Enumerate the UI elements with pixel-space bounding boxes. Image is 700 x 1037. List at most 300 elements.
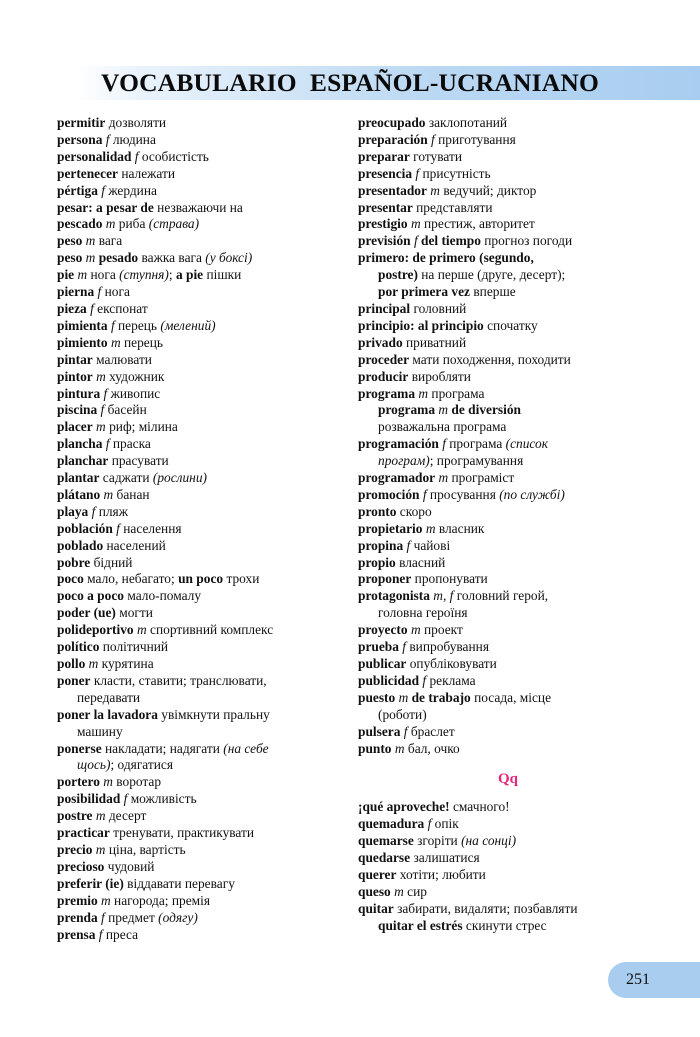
translation: головний: [410, 300, 467, 316]
translation: просування: [426, 486, 500, 502]
translation: нога: [87, 267, 120, 283]
grammar-mark: f: [100, 385, 108, 401]
headword: producir: [358, 368, 409, 384]
headword: pierna: [57, 284, 95, 300]
translation: (роботи): [378, 706, 427, 722]
headword: previsión: [358, 233, 411, 249]
headword: proceder: [358, 351, 410, 367]
dictionary-entry: [358, 318, 658, 335]
headword: pie: [57, 267, 75, 283]
translation: курятина: [98, 656, 154, 671]
dictionary-entry: [358, 588, 658, 605]
headword: quemadura: [358, 816, 425, 832]
dictionary-entry: [57, 504, 342, 521]
headword: proyecto: [358, 622, 408, 638]
dictionary-entry: [358, 504, 658, 521]
headword: precio: [57, 841, 93, 857]
headword: por primera vez: [378, 284, 470, 300]
section-letter-q: Qq: [497, 771, 518, 788]
dictionary-entry: [57, 200, 342, 217]
dictionary-entry: [358, 284, 658, 301]
grammar-mark: m: [74, 267, 88, 283]
translation: заклопотаний: [425, 115, 508, 130]
translation: малювати: [92, 351, 152, 367]
translation: експонат: [93, 300, 148, 316]
dictionary-entry: [358, 352, 658, 369]
left-column: [57, 115, 342, 943]
dictionary-entry: [358, 673, 658, 690]
headword: ponerse: [57, 740, 102, 756]
headword: proponer: [358, 571, 412, 587]
grammar-mark: m: [102, 216, 116, 232]
dictionary-entry: [57, 402, 342, 419]
translation: престиж, авторитет: [420, 216, 535, 232]
translation: ціна, вартість: [105, 841, 186, 857]
dictionary-entry: [57, 808, 342, 825]
dictionary-entry: [57, 673, 342, 690]
section-q-entries: [358, 799, 658, 934]
headword: principio: al principio: [358, 317, 484, 333]
headword: preparación: [358, 131, 428, 147]
grammar-mark: f: [95, 926, 103, 942]
translation: передавати: [77, 689, 141, 705]
grammar-mark: f: [400, 723, 408, 739]
headword: preocupado: [358, 115, 426, 130]
translation: банан: [113, 486, 150, 502]
dictionary-entry: [57, 825, 342, 842]
headword-continuation: del tiempo: [417, 233, 481, 249]
headword: publicidad: [358, 672, 420, 688]
dictionary-entry: [358, 639, 658, 656]
dictionary-entry: [57, 538, 342, 555]
translation: програма: [428, 385, 485, 401]
dictionary-entry: [57, 250, 342, 267]
grammar-mark: f: [102, 131, 110, 147]
translation: жердина: [104, 182, 157, 198]
dictionary-entry: [57, 757, 342, 774]
translation: вперше: [469, 284, 516, 300]
grammar-mark: m: [391, 740, 405, 756]
translation: посада, місце: [470, 689, 552, 705]
dictionary-entry: [57, 639, 342, 656]
headword: programa: [358, 385, 416, 401]
grammar-mark: f: [424, 816, 432, 832]
headword: prenda: [57, 909, 98, 925]
translation: бідний: [90, 554, 133, 570]
headword: ¡qué aproveche!: [358, 799, 450, 815]
dictionary-entry: [358, 622, 658, 639]
headword: personalidad: [57, 148, 132, 164]
headword: poner la lavadora: [57, 706, 158, 722]
grammar-mark: m: [407, 216, 421, 232]
grammar-mark: m: [407, 622, 421, 638]
translation: браслет: [407, 723, 455, 739]
usage-note: (на сонці): [461, 833, 517, 849]
dictionary-entry: [57, 267, 342, 284]
translation: могти: [115, 605, 153, 621]
dictionary-entry: [57, 470, 342, 487]
dictionary-entry: [57, 876, 342, 893]
headword: portero: [57, 774, 100, 790]
grammar-mark: f: [403, 537, 411, 553]
headword: plancha: [57, 436, 103, 452]
dictionary-entry: [358, 149, 658, 166]
translation: чайові: [410, 537, 451, 553]
headword: quemarse: [358, 833, 414, 849]
grammar-mark: f: [427, 131, 435, 147]
dictionary-entry: [57, 707, 342, 724]
dictionary-entry: [358, 799, 658, 816]
headword: pesar: a pesar de: [57, 199, 154, 215]
dictionary-entry: [57, 386, 342, 403]
translation: виробляти: [408, 368, 471, 384]
translation: політичний: [99, 639, 169, 655]
grammar-mark: f: [97, 182, 105, 198]
headword: pértiga: [57, 182, 98, 198]
headword: quitar el estrés: [378, 917, 463, 933]
translation: на перше (друге, десерт);: [417, 267, 566, 283]
grammar-mark: f: [438, 436, 446, 452]
translation: дозволяти: [105, 115, 167, 130]
translation: пляж: [95, 503, 128, 519]
dictionary-entry: [358, 369, 658, 386]
grammar-mark: m: [85, 656, 99, 671]
headword: puesto: [358, 689, 396, 705]
translation: перець: [120, 334, 163, 350]
translation: належати: [117, 165, 176, 181]
headword: privado: [358, 334, 403, 350]
translation: смачного!: [449, 799, 510, 815]
translation: головний герой,: [453, 588, 549, 604]
translation: мати походження, походити: [409, 351, 571, 367]
usage-note: (список: [505, 436, 549, 452]
grammar-mark: m: [133, 622, 147, 638]
dictionary-entry: [358, 132, 658, 149]
dictionary-entry: [358, 901, 658, 918]
grammar-mark: m: [100, 486, 114, 502]
grammar-mark: m: [390, 883, 404, 899]
dictionary-entry: [57, 893, 342, 910]
usage-note: (мелений): [160, 317, 216, 333]
translation: головна героїня: [378, 605, 468, 621]
grammar-mark: m: [99, 774, 113, 790]
page-title: VOCABULARIO ESPAÑOL-UCRANIANO: [100, 68, 600, 97]
dictionary-entry: [358, 884, 658, 901]
dictionary-entry: [57, 216, 342, 233]
dictionary-entry: [358, 419, 658, 436]
dictionary-entry: [57, 115, 342, 132]
dictionary-entry: [57, 132, 342, 149]
headword: poblado: [57, 537, 104, 553]
dictionary-entry: [57, 555, 342, 572]
grammar-mark: f: [94, 284, 102, 300]
grammar-mark: f: [412, 165, 420, 181]
dictionary-entry: [57, 774, 342, 791]
translation: забирати, видаляти; позбавляти: [393, 900, 578, 916]
headword-continuation: de diversión: [448, 402, 521, 418]
headword: playa: [57, 503, 89, 519]
translation: випробування: [406, 639, 489, 655]
section-p-entries: [358, 115, 658, 757]
translation: мало-помалу: [123, 588, 202, 604]
dictionary-entry: [57, 318, 342, 335]
dictionary-entry: [57, 453, 342, 470]
usage-note: (по службі): [499, 486, 565, 502]
translation: мало, небагато;: [83, 571, 179, 587]
translation: опубліковувати: [406, 656, 497, 671]
translation: ;: [168, 267, 176, 283]
dictionary-entry: [358, 267, 658, 284]
headword: pintor: [57, 368, 93, 384]
translation: ; одягатися: [110, 757, 174, 773]
dictionary-entry: [358, 521, 658, 538]
headword: pollo: [57, 656, 86, 671]
headword: queso: [358, 883, 391, 899]
dictionary-entry: [57, 724, 342, 741]
headword: plantar: [57, 470, 100, 486]
headword: pintar: [57, 351, 93, 367]
headword: polideportivo: [57, 622, 134, 638]
dictionary-entry: [57, 605, 342, 622]
dictionary-entry: [57, 656, 342, 673]
dictionary-entry: [57, 487, 342, 504]
grammar-mark: m: [92, 808, 106, 824]
grammar-mark: f: [88, 503, 96, 519]
translation: населений: [103, 537, 166, 553]
translation: художник: [105, 368, 165, 384]
headword-continuation: pesado: [95, 250, 139, 266]
headword: peso: [57, 250, 83, 266]
dictionary-entry: [358, 487, 658, 504]
headword: preparar: [358, 148, 410, 164]
translation: живопис: [107, 385, 161, 401]
translation: скоро: [396, 503, 432, 519]
headword: promoción: [358, 486, 420, 502]
translation: пішки: [203, 267, 242, 283]
dictionary-entry: [358, 741, 658, 758]
grammar-mark: f: [131, 148, 139, 164]
dictionary-entry: [358, 453, 658, 470]
headword: poner: [57, 672, 91, 688]
translation: реклама: [426, 672, 476, 688]
headword: presentador: [358, 182, 427, 198]
grammar-mark: m: [426, 182, 440, 198]
headword: pertenecer: [57, 165, 118, 181]
translation: саджати: [99, 470, 153, 486]
translation: власник: [435, 520, 485, 536]
grammar-mark: m: [395, 689, 409, 705]
translation: машину: [77, 723, 123, 739]
dictionary-entry: [358, 656, 658, 673]
headword: postre): [378, 267, 418, 283]
translation: риба: [115, 216, 149, 232]
dictionary-entry: [358, 216, 658, 233]
headword: pobre: [57, 554, 91, 570]
headword: piscina: [57, 402, 98, 418]
dictionary-entry: [358, 918, 658, 935]
headword: propio: [358, 554, 396, 570]
dictionary-entry: [57, 369, 342, 386]
translation: програма: [445, 436, 506, 452]
grammar-mark: f: [112, 520, 120, 536]
dictionary-entry: [57, 419, 342, 436]
headword: prueba: [358, 639, 399, 655]
translation: програміст: [448, 470, 515, 486]
grammar-mark: m, f: [429, 588, 454, 604]
dictionary-entry: [57, 622, 342, 639]
translation: праска: [109, 436, 151, 452]
headword: poco a poco: [57, 588, 124, 604]
grammar-mark: m: [97, 892, 111, 908]
grammar-mark: f: [419, 486, 427, 502]
translation: прасувати: [108, 453, 169, 469]
dictionary-entry: [358, 690, 658, 707]
translation: опік: [431, 816, 459, 832]
grammar-mark: f: [410, 233, 418, 249]
grammar-mark: f: [86, 300, 94, 316]
grammar-mark: f: [120, 791, 128, 807]
dictionary-entry: [358, 233, 658, 250]
dictionary-entry: [57, 284, 342, 301]
dictionary-entry: [358, 183, 658, 200]
dictionary-entry: [358, 538, 658, 555]
grammar-mark: m: [107, 334, 121, 350]
headword: principal: [358, 300, 411, 316]
translation: можливість: [127, 791, 197, 807]
headword-continuation: de trabajo: [408, 689, 471, 705]
headword: protagonista: [358, 588, 430, 604]
headword: querer: [358, 867, 397, 883]
usage-note: (одягу): [158, 909, 198, 925]
translation: ведучий; диктор: [439, 182, 537, 198]
grammar-mark: f: [398, 639, 407, 655]
grammar-mark: m: [422, 520, 436, 536]
headword: pulsera: [358, 723, 401, 739]
dictionary-entry: [358, 555, 658, 572]
translation: спочатку: [483, 317, 538, 333]
headword: poder (ue): [57, 605, 116, 621]
translation: накладати; надягати: [101, 740, 224, 756]
dictionary-entry: [358, 402, 658, 419]
dictionary-entry: [358, 386, 658, 403]
headword: posibilidad: [57, 791, 121, 807]
grammar-mark: f: [107, 317, 115, 333]
headword: quedarse: [358, 850, 411, 866]
translation: риф; мілина: [105, 419, 178, 435]
dictionary-entry: [57, 859, 342, 876]
dictionary-entry: [57, 791, 342, 808]
dictionary-entry: [57, 521, 342, 538]
headword: publicar: [358, 656, 407, 671]
headword: pimiento: [57, 334, 108, 350]
headword: peso: [57, 233, 83, 249]
dictionary-entry: [57, 927, 342, 944]
translation: приготування: [434, 131, 516, 147]
dictionary-entry: [57, 690, 342, 707]
headword: punto: [358, 740, 392, 756]
dictionary-entry: [57, 149, 342, 166]
headword: propietario: [358, 520, 423, 536]
translation: приватний: [402, 334, 467, 350]
headword: quitar: [358, 900, 394, 916]
translation: преса: [102, 926, 139, 942]
dictionary-entry: [358, 833, 658, 850]
usage-note: щось): [77, 757, 111, 773]
dictionary-entry: [358, 867, 658, 884]
usage-note: (рослини): [152, 470, 207, 486]
usage-note: (ступня): [119, 267, 169, 283]
headword: preferir (ie): [57, 875, 124, 891]
dictionary-entry: [57, 588, 342, 605]
grammar-mark: f: [102, 436, 110, 452]
dictionary-entry: [358, 166, 658, 183]
translation: класти, ставити; транслювати,: [90, 672, 267, 688]
headword: pescado: [57, 216, 103, 232]
dictionary-entry: [57, 183, 342, 200]
phrase-headword: a pie: [175, 267, 204, 283]
dictionary-entry: [358, 470, 658, 487]
headword: población: [57, 520, 113, 536]
headword: propina: [358, 537, 404, 553]
dictionary-entry: [358, 335, 658, 352]
translation: незважаючи на: [153, 199, 243, 215]
dictionary-entry: [57, 352, 342, 369]
grammar-mark: m: [92, 368, 106, 384]
translation: розважальна програма: [378, 419, 507, 435]
translation: проект: [420, 622, 463, 638]
dictionary-entry: [358, 250, 658, 267]
translation: тренувати, практикувати: [109, 825, 255, 841]
headword: programador: [358, 470, 436, 486]
translation: людина: [109, 131, 156, 147]
headword: programación: [358, 436, 439, 452]
translation: десерт: [105, 808, 147, 824]
translation: басейн: [104, 402, 147, 418]
dictionary-entry: [358, 605, 658, 622]
headword: primero: de primero (segundo,: [358, 250, 534, 266]
phrase-headword: un poco: [178, 571, 224, 587]
translation: ; програмування: [429, 453, 524, 469]
grammar-mark: f: [97, 909, 105, 925]
headword: pronto: [358, 503, 397, 519]
grammar-mark: m: [435, 402, 449, 418]
dictionary-entry: [57, 842, 342, 859]
headword: presencia: [358, 165, 413, 181]
dictionary-entry: [57, 741, 342, 758]
headword: placer: [57, 419, 93, 435]
headword: político: [57, 639, 100, 655]
dictionary-entry: [57, 233, 342, 250]
translation: нагорода; премія: [110, 892, 211, 908]
translation: населення: [119, 520, 182, 536]
translation: нога: [101, 284, 130, 300]
translation: віддавати перевагу: [123, 875, 235, 891]
translation: особистість: [138, 148, 209, 164]
headword: pintura: [57, 385, 101, 401]
translation: спортивний комплекс: [146, 622, 274, 638]
headword: prestigio: [358, 216, 408, 232]
grammar-mark: m: [82, 233, 96, 249]
translation: сир: [403, 883, 427, 899]
grammar-mark: m: [92, 841, 106, 857]
headword: pieza: [57, 300, 87, 316]
translation: предмет: [104, 909, 159, 925]
headword: precioso: [57, 858, 105, 874]
page-number: 251: [626, 971, 650, 988]
translation: власний: [395, 554, 446, 570]
dictionary-entry: [358, 301, 658, 318]
translation: скинути стрес: [462, 917, 547, 933]
